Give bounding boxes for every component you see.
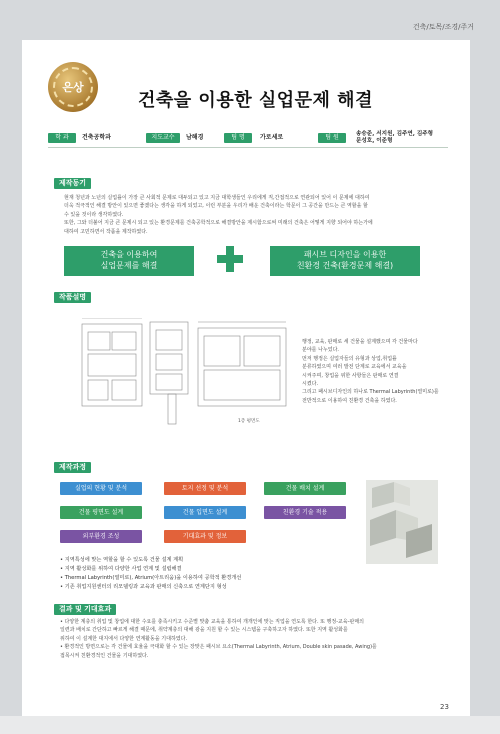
- plan-room: [156, 374, 182, 390]
- bottom-band: [0, 716, 500, 734]
- motivation-text: [64, 194, 444, 236]
- concept-box-line: 실업문제를 해결: [100, 260, 158, 270]
- plan-room: [204, 336, 240, 366]
- description-line: 먼저 행정은 실업자들의 유형과 상업,취업률: [302, 355, 397, 362]
- motivation-line: 수 있을 것이라 생각하였다.: [64, 211, 124, 218]
- team-label: 팀 명: [224, 133, 252, 143]
- motivation-line: 현재 청년과 노년의 실업률이 가장 큰 사회적 문제로 대두되고 있고 지금 대학생들인 우리에게 직,간접적으로 연관되어 있어 이 문제에 대하여: [64, 195, 370, 201]
- team-value: 가로세로: [260, 134, 284, 141]
- page-title: 건축을 이용한 실업문제 해결: [138, 90, 373, 111]
- results-text: [60, 618, 444, 660]
- dept-label: 학 과: [48, 133, 76, 143]
- description-line: 행정, 교육, 판매로 세 건물을 설계했으며 각 건물마다: [302, 339, 418, 345]
- results-line: 접목시켜 친환경적인 건물을 기대하였다.: [60, 652, 149, 659]
- process-step-7: 외부환경 조성: [60, 530, 142, 543]
- members-label: 팀 원: [318, 133, 346, 143]
- members-value: [356, 131, 433, 145]
- results-heading: 결과 및 기대효과: [54, 604, 116, 615]
- members-line-2: 문성호, 이준형: [356, 138, 393, 144]
- info-bar: [48, 131, 448, 145]
- results-line: • 환경적인 방면으로는 각 건물에 효율을 극대화 할 수 있는 장맞은 패시브 요소(Thermal Labyrinth, Atrium, Double skin pasade, Awing)를: [60, 644, 377, 651]
- dept-value: 건축공학과: [82, 134, 111, 141]
- motivation-line: 더욱 적극적인 해결 방안이 있으면 좋겠다는 생각을 하게 되었고, 이런 부분을 우리가 배운 건축이라는 학문이 그 공간을 만드는 큰 역할을 할: [64, 203, 368, 210]
- process-bullet: • 기존 취업지원센터의 리모델링과 교육과 판매의 신축으로 연계단지 형성: [60, 584, 227, 590]
- plan-outline-2: [150, 322, 188, 394]
- info-divider: [48, 147, 448, 148]
- plan-room: [156, 354, 182, 370]
- medal-icon: [48, 62, 98, 112]
- results-line: 일련과 배치로 간단하고 빠르게 해결 때문에, 취약계층의 대해 광을 지원 할 수 있는 시스템을 구축하고자 하였다. 또한 지역 활성화를: [60, 627, 348, 634]
- motivation-line: 대하여 고민하면서 작품을 제작하였다.: [64, 228, 148, 235]
- advisor-value: 남해경: [186, 134, 204, 141]
- process-step-3: 건물 배치 설계: [264, 482, 346, 495]
- members-line-1: 송승준, 서지원, 김주연, 김주형: [356, 131, 434, 137]
- plan-caption: 1층 평면도: [238, 419, 260, 424]
- results-line: • 다양한 계층의 취업 및 창업에 대한 수요를 충족시키고 수준별 맞춤 교육을 통하여 개개인에 맞는 직업을 연도록 한다. 또 행정-교육-판매의: [60, 619, 365, 625]
- building-rendering: [366, 480, 438, 564]
- results-line: 위하여 이 설계한 대지에서 다양한 연계활동을 기대하였다.: [60, 635, 188, 642]
- process-step-1: 실업의 현황 및 분석: [60, 482, 142, 495]
- concept-box-passive: [270, 246, 420, 276]
- floor-plan-drawings: [80, 318, 290, 428]
- description-text: [302, 338, 442, 405]
- concept-box-line: 패시브 디자인을 이용한: [303, 250, 387, 259]
- process-bullet: • 지역특성에 맞는 역할을 할 수 있도록 건물 설계 계획: [60, 557, 184, 563]
- description-line: 시켜주며, 창업을 위한 사항들은 판매로 연결: [302, 372, 399, 379]
- description-line: 시켰다.: [302, 381, 319, 388]
- concept-box-unemployment: [64, 246, 194, 276]
- concept-box-line: 건축을 이용하여: [100, 250, 158, 259]
- process-step-4: 건물 평면도 설계: [60, 506, 142, 519]
- motivation-line: 또한, 그와 더불어 지금 큰 문제시 되고 있는 환경문제를 건축공학적으로 해결방안을 제시함으로써 미래의 건축은 어떻게 지향 되어야 하는가에: [64, 220, 373, 227]
- plan-outline-3: [198, 328, 286, 406]
- process-bullet: • 지역 활성화를 위하여 다양한 사업 연계 및 설립해결: [60, 566, 182, 572]
- motivation-heading: 제작동기: [54, 178, 91, 189]
- process-step-5: 건물 입면도 설계: [164, 506, 246, 519]
- description-heading: 작품설명: [54, 292, 91, 303]
- plan-room: [88, 380, 108, 400]
- description-line: 분야를 나누었다.: [302, 347, 339, 354]
- description-line: 그리고 패시브디자인의 하나로 Thermal Labyrinth(열미로)를: [302, 389, 439, 396]
- medal-label: 은상: [62, 81, 84, 94]
- page-number: 23: [440, 703, 449, 711]
- plus-horizontal: [217, 255, 243, 263]
- plan-room: [244, 336, 280, 366]
- plan-stair: [168, 394, 176, 424]
- description-line: 분류하였으며 여러 발전 단계로 교육에서 교육을: [302, 364, 407, 371]
- process-step-6: 친환경 기술 적용: [264, 506, 346, 519]
- advisor-label: 지도교수: [146, 133, 180, 143]
- process-bullets: [60, 556, 241, 592]
- category-label: 건축/토목/조경/주거: [412, 23, 474, 31]
- process-step-8: 기대효과 및 정보: [164, 530, 246, 543]
- plan-room: [204, 370, 280, 400]
- plan-room: [112, 332, 136, 350]
- process-step-2: 토지 선정 및 분석: [164, 482, 246, 495]
- plan-room: [156, 330, 182, 350]
- process-heading: 제작과정: [54, 462, 91, 473]
- process-bullet: • Thermal Labyrinth(열미로), Atrium(아트리움)을 이용하여 공학적 환경개선: [60, 575, 242, 581]
- plan-room: [88, 354, 136, 376]
- plan-room: [88, 332, 110, 350]
- plan-room: [112, 380, 136, 400]
- concept-box-line: 친환경 건축(환경문제 해결): [296, 260, 394, 270]
- description-line: 전반적으로 이용하여 친환경 건축을 하였다.: [302, 397, 397, 404]
